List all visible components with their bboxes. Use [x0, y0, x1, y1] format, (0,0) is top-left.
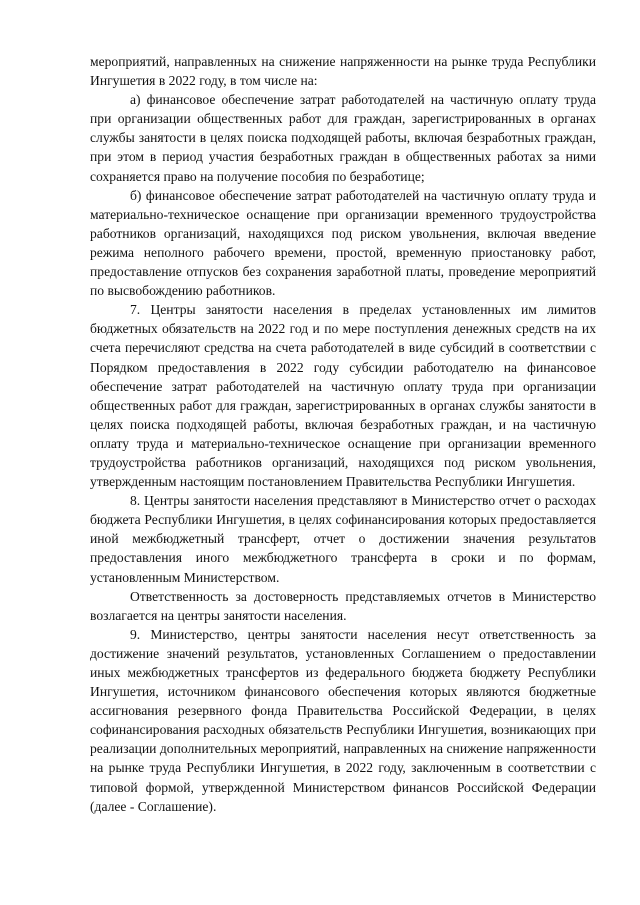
paragraph-item-b: б) финансовое обеспечение затрат работодателей на частичную оплату труда и материально-техническое оснащение при организации временного трудоустройства работников организаций, находящихся под риском увольнения, включая введение режима неполного рабочего времени, простой, временную приостановку работ, предоставление отпусков без сохранения заработной платы, проведение мероприятий по высвобождению работников.	[90, 187, 596, 299]
paragraph-clause-7: 7. Центры занятости населения в пределах установленных им лимитов бюджетных обязательств на 2022 год и по мере поступления денежных средств на их счета перечисляют средства на счета работодателей в виде субсидий в соответствии с Порядком предоставления в 2022 году субсидии работодателю на финансовое обеспечение затрат работодателей на частичную оплату труда при организации общественных работ для граждан, зарегистрированных в органах службы занятости в целях поиска подходящей работы, включая безработных граждан, и на частичную оплату труда и материально-техническое оснащение при организации временного трудоустройства работников организаций, находящихся под риском увольнения, утвержденным настоящим постановлением Правительства Республики Ингушетия.	[90, 302, 596, 490]
document-page	[90, 52, 596, 816]
paragraph-responsibility: Ответственность за достоверность представляемых отчетов в Министерство возлагается на центры занятости населения.	[90, 588, 596, 623]
paragraph-continuation: мероприятий, направленных на снижение напряженности на рынке труда Республики Ингушетия в 2022 году, в том числе на:	[90, 54, 596, 89]
paragraph-clause-8: 8. Центры занятости населения представляют в Министерство отчет о расходах бюджета Республики Ингушетия, в целях софинансирования которых предоставляется иной межбюджетный трансферт, отчет о достижении значения результатов предоставления иного межбюджетного трансферта в сроки и по формам, установленным Министерством.	[90, 493, 596, 585]
paragraph-item-a: а) финансовое обеспечение затрат работодателей на частичную оплату труда при организации общественных работ для граждан, зарегистрированных в органах службы занятости в целях поиска подходящей работы, включая безработных граждан, при этом в период участия безработных граждан в общественных работах за ними сохраняется право на получение пособия по безработице;	[90, 92, 596, 184]
paragraph-clause-9: 9. Министерство, центры занятости населения несут ответственность за достижение значений результатов, установленных Соглашением о предоставлении иных межбюджетных трансфертов из федерального бюджета бюджету Республики Ингушетия, источником финансового обеспечения которых являются бюджетные ассигнования резервного фонда Правительства Российской Федерации, в целях софинансирования расходных обязательств Республики Ингушетия, возникающих при реализации дополнительных мероприятий, направленных на снижение напряженности на рынке труда Республики Ингушетия, в 2022 году, заключенным в соответствии с типовой формой, утвержденной Министерством финансов Российской Федерации (далее - Соглашение).	[90, 626, 596, 814]
